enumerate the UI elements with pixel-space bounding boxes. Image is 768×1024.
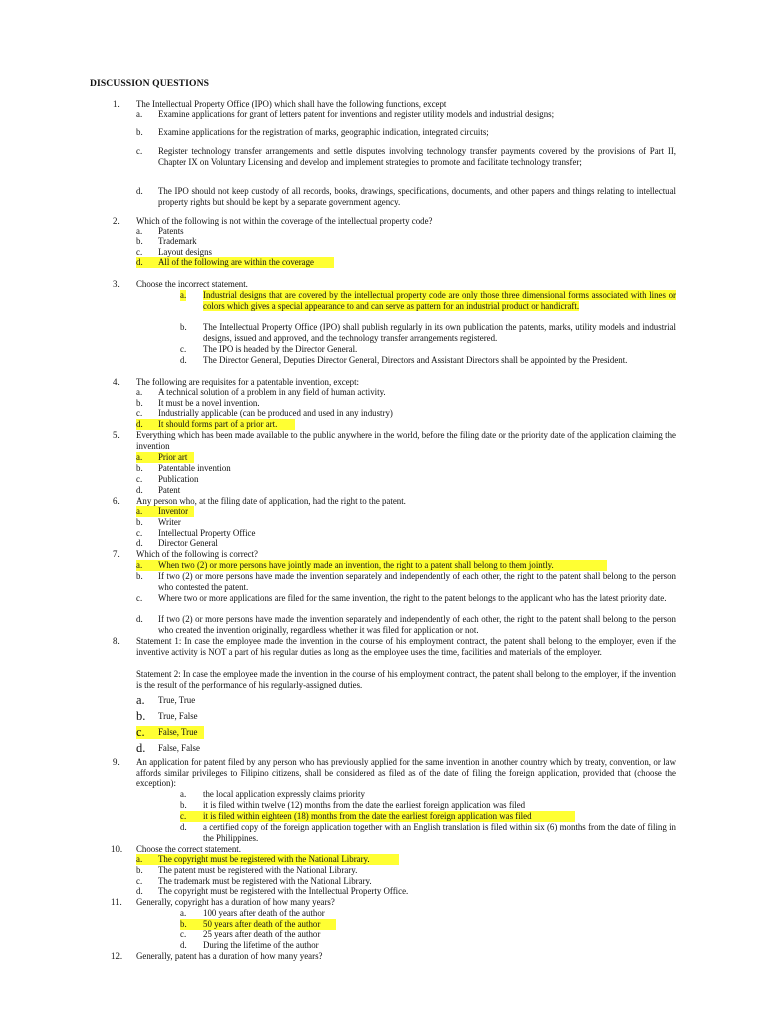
option-letter: b. — [180, 919, 187, 929]
option-text: Inventor — [158, 506, 189, 516]
option-letter: a. — [180, 908, 187, 918]
option-text: Layout designs — [158, 247, 212, 257]
option-text: Examine applications for the registration of marks, geographic indication, integrated circuits; — [158, 127, 489, 137]
option-letter: a. — [136, 693, 145, 707]
option-letter: b. — [180, 800, 187, 810]
option-letter: d. — [136, 614, 143, 624]
option-letter: d. — [136, 419, 143, 429]
option-letter: b. — [136, 865, 143, 875]
question-number: 8. — [113, 636, 120, 646]
option-text: Intellectual Property Office — [158, 528, 256, 538]
option-letter: d. — [136, 186, 143, 196]
option-letter: a. — [136, 854, 143, 864]
option-letter: a. — [136, 226, 143, 236]
question-number: 3. — [113, 279, 120, 289]
option-letter: d. — [180, 355, 187, 365]
question-number: 1. — [113, 99, 120, 109]
question-text: Generally, copyright has a duration of how many years? — [136, 897, 335, 907]
option-text: a certified copy of the foreign application together with an English translation is filed within six (6) months from the date of filing in the Philippines. — [203, 822, 676, 843]
question-statement-1: Statement 1: In case the employee made the invention in the course of his employment contract, the patent shall belong to the employer, even if the inventive activity is NOT a part of his regular duties as long as the employee uses the time, facilities and materials of the employer. — [136, 636, 676, 657]
option-letter: d. — [180, 822, 187, 832]
question-statement-2: Statement 2: In case the employee made the invention in the course of his employment contract, the patent shall belong to the employer, if the invention is the result of the performance of his regularly-assigned duties. — [136, 669, 676, 690]
option-letter: c. — [136, 725, 145, 739]
option-letter: d. — [136, 485, 143, 495]
option-letter: b. — [136, 709, 146, 723]
question-text: Generally, patent has a duration of how many years? — [136, 951, 323, 961]
option-letter: b. — [136, 398, 143, 408]
question-number: 7. — [113, 549, 120, 559]
option-letter: b. — [136, 571, 143, 581]
option-text: All of the following are within the coverage — [158, 257, 315, 267]
option-text: False, False — [158, 743, 200, 753]
question-number: 2. — [113, 216, 120, 226]
option-letter: a. — [180, 789, 187, 799]
option-text: During the lifetime of the author — [203, 940, 319, 950]
question-number: 4. — [113, 377, 120, 387]
option-letter: c. — [136, 408, 143, 418]
question-number: 9. — [113, 757, 120, 767]
option-letter: a. — [136, 560, 143, 570]
question-number: 12. — [111, 951, 123, 961]
option-text: the local application expressly claims priority — [203, 789, 365, 799]
question-number: 11. — [111, 897, 122, 907]
option-letter: a. — [136, 452, 143, 462]
option-text: When two (2) or more persons have jointly made an invention, the right to a patent shall belong to them jointly. — [158, 560, 554, 570]
option-text: it is filed within eighteen (18) months from the date the earliest foreign application was filed — [203, 811, 532, 821]
option-text: Trademark — [158, 236, 197, 246]
option-letter: b. — [136, 463, 143, 473]
option-text: True, False — [158, 711, 198, 721]
option-text: 100 years after death of the author — [203, 908, 325, 918]
option-text: The copyright must be registered with the National Library. — [158, 854, 370, 864]
question-text: Choose the incorrect statement. — [136, 279, 248, 289]
option-text: The IPO is headed by the Director General. — [203, 344, 358, 354]
option-letter: d. — [136, 886, 143, 896]
option-letter: c. — [136, 247, 143, 257]
option-letter: d. — [136, 741, 146, 755]
option-letter: b. — [136, 127, 143, 137]
question-text: The Intellectual Property Office (IPO) which shall have the following functions, except — [136, 99, 447, 109]
option-text: Industrial designs that are covered by the intellectual property code are only those three dimensional forms associated with lines or colors which gives a special appearance to and can serve as pattern for an industrial product or handicraft. — [203, 290, 676, 311]
question-number: 6. — [113, 496, 120, 506]
option-letter: c. — [136, 146, 143, 156]
option-text: It must be a novel invention. — [158, 398, 260, 408]
option-text: True, True — [158, 695, 196, 705]
page-title: DISCUSSION QUESTIONS — [90, 78, 210, 89]
option-text: 50 years after death of the author — [203, 919, 321, 929]
option-letter: a. — [136, 109, 143, 119]
option-text: Prior art — [158, 452, 188, 462]
option-letter: c. — [136, 474, 143, 484]
option-letter: b. — [136, 236, 143, 246]
option-text: A technical solution of a problem in any field of human activity. — [158, 387, 386, 397]
option-letter: a. — [180, 290, 187, 300]
question-text: Any person who, at the filing date of application, had the right to the patent. — [136, 496, 406, 506]
question-text: Which of the following is correct? — [136, 549, 258, 559]
option-letter: c. — [180, 811, 187, 821]
option-text: It should forms part of a prior art. — [158, 419, 278, 429]
option-text: The patent must be registered with the National Library. — [158, 865, 358, 875]
question-text: Everything which has been made available to the public anywhere in the world, before the filing date or the priority date of the application claiming the invention — [136, 430, 676, 451]
option-text: The Director General, Deputies Director General, Directors and Assistant Directors shall be appointed by the President. — [203, 355, 628, 365]
option-text: Industrially applicable (can be produced and used in any industry) — [158, 408, 393, 418]
option-text: If two (2) or more persons have made the invention separately and independently of each other, the right to the patent shall belong to the person who created the invention originally, regardless whether it was filed for application or not. — [158, 614, 676, 635]
option-text: Examine applications for grant of letters patent for inventions and register utility models and industrial designs; — [158, 109, 555, 119]
question-text: Which of the following is not within the coverage of the intellectual property code? — [136, 216, 433, 226]
option-text: The copyright must be registered with the Intellectual Property Office. — [158, 886, 409, 896]
option-text: If two (2) or more persons have made the invention separately and independently of each other, the right to the patent shall belong to the person who contested the patent. — [158, 571, 676, 592]
option-text: Where two or more applications are filed for the same invention, the right to the patent belongs to the applicant who has the latest priority date. — [158, 593, 667, 603]
option-letter: c. — [136, 593, 143, 603]
question-text: The following are requisites for a patentable invention, except: — [136, 377, 360, 387]
option-text: Director General — [158, 538, 218, 548]
option-letter: c. — [180, 929, 187, 939]
option-text: The Intellectual Property Office (IPO) shall publish regularly in its own publication the patents, marks, utility models and industrial designs, issued and approved, and the technology transfer arrangements registered. — [203, 322, 676, 343]
option-text: Patent — [158, 485, 181, 495]
option-letter: c. — [136, 528, 143, 538]
option-text: Patents — [158, 226, 184, 236]
option-letter: a. — [136, 506, 143, 516]
option-text: it is filed within twelve (12) months from the date the earliest foreign application was filed — [203, 800, 526, 810]
question-number: 10. — [111, 844, 123, 854]
option-text: The trademark must be registered with the National Library. — [158, 876, 372, 886]
option-text: Register technology transfer arrangements and settle disputes involving technology transfer payments covered by the provisions of Part II, Chapter IX on Voluntary Licensing and develop and implement strategies to promote and facilitate technology transfer; — [158, 146, 676, 167]
option-text: The IPO should not keep custody of all records, books, drawings, specifications, documents, and other papers and things relating to intellectual property rights but should be kept by a separate government agency. — [158, 186, 676, 207]
option-letter: a. — [136, 387, 143, 397]
option-letter: d. — [180, 940, 187, 950]
option-letter: d. — [136, 257, 143, 267]
option-letter: c. — [136, 876, 143, 886]
option-text: False, True — [158, 727, 198, 737]
option-letter: c. — [180, 344, 187, 354]
option-text: Publication — [158, 474, 199, 484]
option-letter: b. — [180, 322, 187, 332]
option-text: 25 years after death of the author — [203, 929, 321, 939]
option-text: Patentable invention — [158, 463, 231, 473]
option-text: Writer — [158, 517, 181, 527]
question-text: An application for patent filed by any person who has previously applied for the same invention in another country which by treaty, convention, or law affords similar privileges to Filipino citizens, shall be considered as filed as of the date of filing the foreign application, provided that (choose the exception): — [136, 757, 676, 789]
option-letter: b. — [136, 517, 143, 527]
question-text: Choose the correct statement. — [136, 844, 241, 854]
question-number: 5. — [113, 430, 120, 440]
option-letter: d. — [136, 538, 143, 548]
